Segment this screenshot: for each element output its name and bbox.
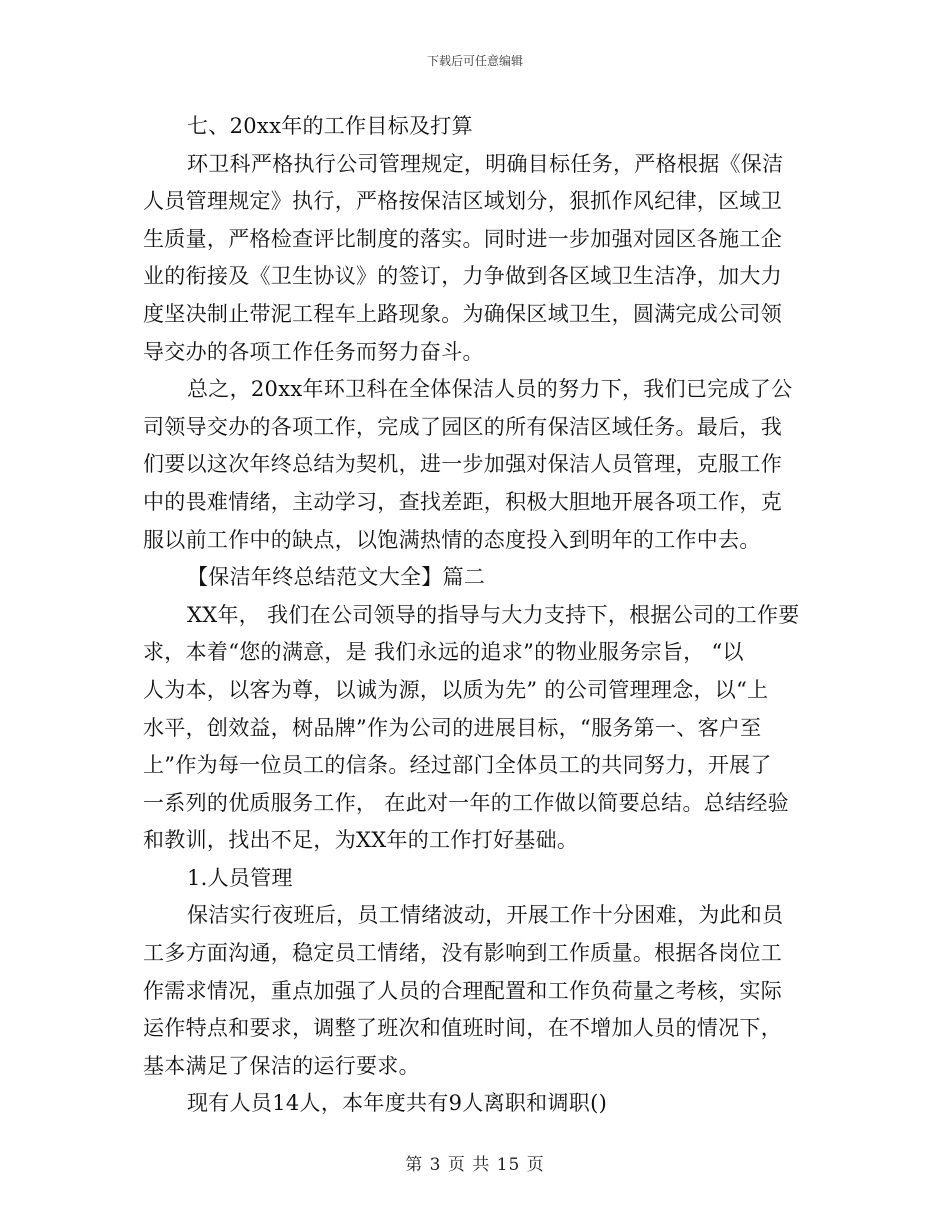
header-note: 下载后可任意编辑 <box>426 54 523 68</box>
paragraph-line: 度坚决制止带泥工程车上路现象。为确保区域卫生，圆满完成公司领 <box>143 301 782 326</box>
paragraph-line: 水平，创效益，树品牌”作为公司的进展目标，“服务第一、客户至 <box>143 715 762 740</box>
document-body <box>143 108 813 1123</box>
page-number: 第 3 页 共 15 页 <box>405 1155 545 1175</box>
paragraph-line: 工多方面沟通，稳定员工情绪，没有影响到工作质量。根据各岗位工 <box>143 941 782 966</box>
paragraph-line: 运作特点和要求，调整了班次和值班时间，在不增加人员的情况下， <box>143 1016 782 1041</box>
paragraph-line: 导交办的各项工作任务而努力奋斗。 <box>143 339 484 364</box>
paragraph-line: 作需求情况，重点加强了人员的合理配置和工作负荷量之考核，实际 <box>143 978 782 1003</box>
paragraph-line: 服以前工作中的缺点，以饱满热情的态度投入到明年的工作中去。 <box>143 527 761 552</box>
paragraph-line: 和教训，找出不足，为XX年的工作打好基础。 <box>143 828 579 853</box>
paragraph-line: 一系列的优质服务工作， 在此对一年的工作做以简要总结。总结经验 <box>143 790 789 815</box>
paragraph-line: 人为本，以客为尊，以诚为源，以质为先” 的公司管理理念，以“上 <box>143 677 769 702</box>
paragraph-line: 们要以这次年终总结为契机，进一步加强对保洁人员管理，克服工作 <box>143 452 782 477</box>
paragraph-line: 司领导交办的各项工作，完成了园区的所有保洁区域任务。最后，我 <box>143 414 782 439</box>
section-heading: 1.人员管理 <box>187 865 293 890</box>
section-heading: 七、20xx年的工作目标及打算 <box>187 114 473 138</box>
paragraph-line: 人员管理规定》执行，严格按保洁区域划分，狠抓作风纪律，区域卫 <box>143 189 782 214</box>
paragraph-line: 保洁实行夜班后，员工情绪波动，开展工作十分困难，为此和员 <box>187 903 784 928</box>
paragraph-line: 生质量，严格检查评比制度的落实。同时进一步加强对园区各施工企 <box>143 226 782 251</box>
paragraph-line: 环卫科严格执行公司管理规定，明确目标任务，严格根据《保洁 <box>187 151 784 176</box>
paragraph-line: 中的畏难情绪，主动学习，查找差距，积极大胆地开展各项工作，克 <box>143 489 782 514</box>
paragraph-line: 求，本着“您的满意，是 我们永远的追求”的物业服务宗旨， “以 <box>143 640 744 665</box>
paragraph-line: 现有人员14人，本年度共有9人离职和调职() <box>187 1091 608 1116</box>
paragraph-line: 总之，20xx年环卫科在全体保洁人员的努力下，我们已完成了公 <box>187 377 793 402</box>
section-heading: 【保洁年终总结范文大全】篇二 <box>187 565 486 590</box>
paragraph-line: 业的衔接及《卫生协议》的签订，力争做到各区域卫生洁净，加大力 <box>143 264 782 289</box>
paragraph-line: 基本满足了保洁的运行要求。 <box>143 1053 420 1078</box>
paragraph-line: XX年， 我们在公司领导的指导与大力支持下，根据公司的工作要 <box>187 602 800 627</box>
paragraph-line: 上”作为每一位员工的信条。经过部门全体员工的共同努力，开展了 <box>143 753 772 778</box>
